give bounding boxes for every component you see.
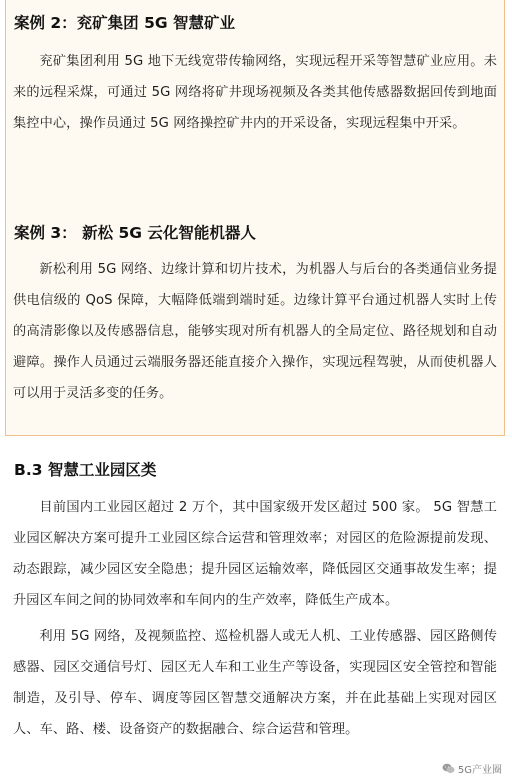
section-paragraph-2: 利用 5G 网络，及视频监控、巡检机器人或无人机、工业传感器、园区路侧传感器、园区交通信号灯、园区无人车和工业生产等设备，实现园区安全管控和智能制造，及引导、停车、调度等园区智慧交通解决方案，并在此基础上实现对园区人、车、路、楼、设备资产的数据融合、综合运营和管理。 bbox=[13, 629, 497, 737]
case2-title: 案例 2：兖矿集团 5G 智慧矿业 bbox=[14, 14, 235, 32]
wechat-icon bbox=[442, 763, 455, 774]
case3-paragraph: 新松利用 5G 网络、边缘计算和切片技术，为机器人与后台的各类通信业务提供电信级的 QoS 保障，大幅降低端到端时延。边缘计算平台通过机器人实时上传的高清影像以及传感器信息，能够实现对所有机器人的全局定位、路径规划和自动避障。操作人员通过云端服务器还能直接介入操作，实现远程驾驶，从而使机器人可以用于灵活多变的任务。 bbox=[13, 262, 497, 401]
section-title-b3: B.3 智慧工业园区类 bbox=[14, 461, 157, 479]
case2-paragraph: 兖矿集团利用 5G 地下无线宽带传输网络，实现远程开采等智慧矿业应用。未来的远程采煤，可通过 5G 网络将矿井现场视频及各类其他传感器数据回传到地面集控中心，操作员通过 5G 网络操控矿井内的开采设备，实现远程集中开采。 bbox=[13, 54, 497, 131]
section-paragraph-1: 目前国内工业园区超过 2 万个，其中国家级开发区超过 500 家。 5G 智慧工业园区解决方案可提升工业园区综合运营和管理效率；对园区的危险源提前发现、动态跟踪，减少园区安全隐患；提升园区运输效率，降低园区交通事故发生率；提升园区车间之间的协同效率和车间内的生产效率，降低生产成本。 bbox=[13, 500, 497, 608]
watermark-text: 5G产业圈 bbox=[457, 765, 502, 776]
case3-title: 案例 3： 新松 5G 云化智能机器人 bbox=[14, 224, 256, 242]
watermark bbox=[442, 761, 502, 776]
